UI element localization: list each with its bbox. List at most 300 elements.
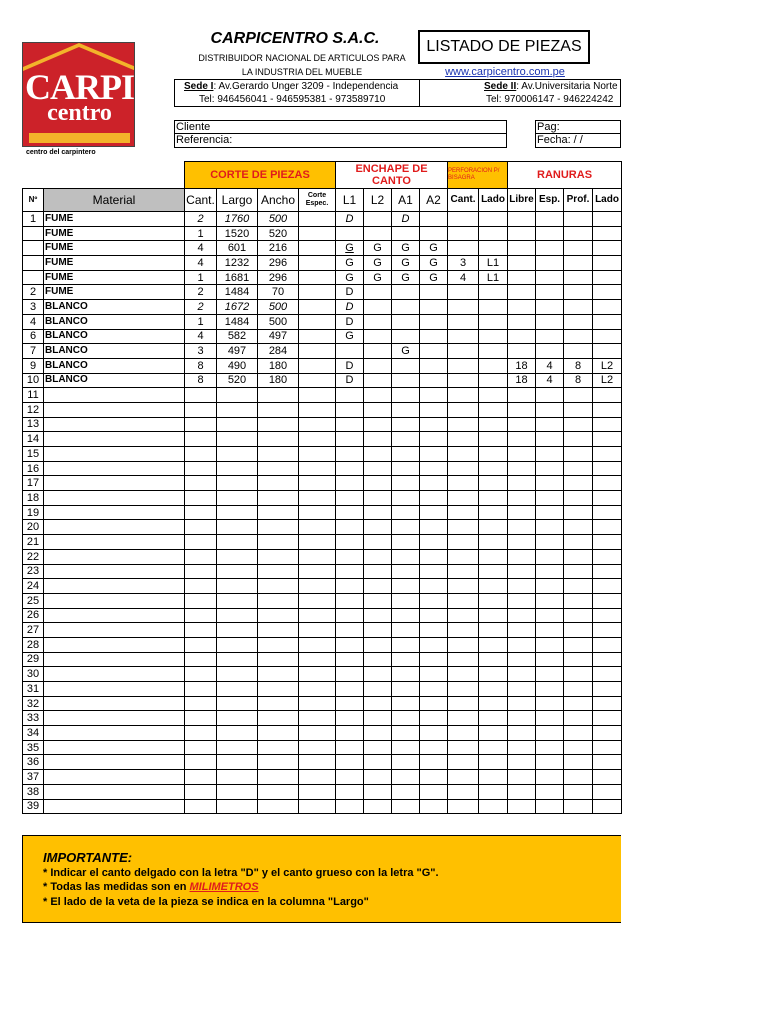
l2-cell[interactable] xyxy=(364,564,392,579)
ran-lado-cell[interactable] xyxy=(593,755,622,770)
esp-cell[interactable] xyxy=(536,652,564,667)
corte-espec-cell[interactable] xyxy=(299,373,336,388)
corte-espec-cell[interactable] xyxy=(299,696,336,711)
material-cell[interactable] xyxy=(44,388,185,403)
libre-cell[interactable] xyxy=(508,476,536,491)
perf-lado-cell[interactable] xyxy=(479,535,508,550)
esp-cell[interactable] xyxy=(536,300,564,315)
perf-cant-cell[interactable] xyxy=(448,417,479,432)
perf-lado-cell[interactable] xyxy=(479,726,508,741)
esp-cell[interactable] xyxy=(536,314,564,329)
l1-cell[interactable] xyxy=(336,799,364,814)
a1-cell[interactable] xyxy=(392,755,420,770)
perf-cant-cell[interactable] xyxy=(448,491,479,506)
prof-cell[interactable] xyxy=(564,711,593,726)
prof-cell[interactable] xyxy=(564,520,593,535)
largo-cell[interactable]: 582 xyxy=(217,329,258,344)
row-number[interactable]: 23 xyxy=(23,564,44,579)
perf-lado-cell[interactable] xyxy=(479,432,508,447)
cant-cell[interactable]: 1 xyxy=(185,314,217,329)
a2-cell[interactable] xyxy=(420,711,448,726)
a2-cell[interactable] xyxy=(420,549,448,564)
largo-cell[interactable]: 1484 xyxy=(217,285,258,300)
largo-cell[interactable] xyxy=(217,520,258,535)
perf-cant-cell[interactable] xyxy=(448,520,479,535)
libre-cell[interactable] xyxy=(508,520,536,535)
corte-espec-cell[interactable] xyxy=(299,417,336,432)
perf-cant-cell[interactable] xyxy=(448,344,479,359)
largo-cell[interactable] xyxy=(217,491,258,506)
l1-cell[interactable] xyxy=(336,564,364,579)
ran-lado-cell[interactable] xyxy=(593,535,622,550)
cant-cell[interactable] xyxy=(185,447,217,462)
l2-cell[interactable] xyxy=(364,770,392,785)
ran-lado-cell[interactable] xyxy=(593,285,622,300)
perf-lado-cell[interactable]: L1 xyxy=(479,270,508,285)
material-cell[interactable] xyxy=(44,682,185,697)
l1-cell[interactable] xyxy=(336,549,364,564)
ran-lado-cell[interactable] xyxy=(593,726,622,741)
libre-cell[interactable] xyxy=(508,740,536,755)
ancho-cell[interactable]: 500 xyxy=(258,314,299,329)
esp-cell[interactable] xyxy=(536,212,564,227)
fecha-field[interactable]: Fecha: / / xyxy=(535,134,621,148)
perf-cant-cell[interactable] xyxy=(448,314,479,329)
cant-cell[interactable] xyxy=(185,711,217,726)
largo-cell[interactable] xyxy=(217,447,258,462)
largo-cell[interactable]: 520 xyxy=(217,373,258,388)
material-cell[interactable]: FUME xyxy=(44,285,185,300)
cant-cell[interactable] xyxy=(185,388,217,403)
libre-cell[interactable] xyxy=(508,505,536,520)
perf-cant-cell[interactable] xyxy=(448,755,479,770)
libre-cell[interactable]: 18 xyxy=(508,373,536,388)
esp-cell[interactable] xyxy=(536,564,564,579)
row-number[interactable]: 33 xyxy=(23,711,44,726)
prof-cell[interactable] xyxy=(564,476,593,491)
cant-cell[interactable] xyxy=(185,784,217,799)
cliente-field[interactable]: Cliente xyxy=(174,120,507,134)
l2-cell[interactable] xyxy=(364,799,392,814)
cant-cell[interactable] xyxy=(185,726,217,741)
a2-cell[interactable] xyxy=(420,402,448,417)
prof-cell[interactable] xyxy=(564,770,593,785)
l1-cell[interactable]: D xyxy=(336,300,364,315)
a1-cell[interactable] xyxy=(392,784,420,799)
l1-cell[interactable] xyxy=(336,637,364,652)
material-cell[interactable]: FUME xyxy=(44,212,185,227)
row-number[interactable]: 6 xyxy=(23,329,44,344)
esp-cell[interactable] xyxy=(536,711,564,726)
prof-cell[interactable] xyxy=(564,784,593,799)
material-cell[interactable] xyxy=(44,402,185,417)
cant-cell[interactable]: 2 xyxy=(185,212,217,227)
row-number[interactable]: 37 xyxy=(23,770,44,785)
corte-espec-cell[interactable] xyxy=(299,579,336,594)
ran-lado-cell[interactable] xyxy=(593,770,622,785)
a2-cell[interactable] xyxy=(420,652,448,667)
ran-lado-cell[interactable] xyxy=(593,520,622,535)
a1-cell[interactable] xyxy=(392,608,420,623)
ran-lado-cell[interactable]: L2 xyxy=(593,358,622,373)
esp-cell[interactable] xyxy=(536,447,564,462)
ancho-cell[interactable] xyxy=(258,520,299,535)
corte-espec-cell[interactable] xyxy=(299,491,336,506)
prof-cell[interactable] xyxy=(564,608,593,623)
libre-cell[interactable] xyxy=(508,623,536,638)
row-number[interactable] xyxy=(23,241,44,256)
ancho-cell[interactable] xyxy=(258,755,299,770)
ancho-cell[interactable] xyxy=(258,652,299,667)
row-number[interactable]: 29 xyxy=(23,652,44,667)
cant-cell[interactable] xyxy=(185,476,217,491)
a2-cell[interactable] xyxy=(420,461,448,476)
corte-espec-cell[interactable] xyxy=(299,329,336,344)
perf-lado-cell[interactable] xyxy=(479,564,508,579)
corte-espec-cell[interactable] xyxy=(299,314,336,329)
largo-cell[interactable] xyxy=(217,784,258,799)
row-number[interactable]: 27 xyxy=(23,623,44,638)
perf-lado-cell[interactable] xyxy=(479,623,508,638)
l2-cell[interactable] xyxy=(364,696,392,711)
corte-espec-cell[interactable] xyxy=(299,784,336,799)
perf-lado-cell[interactable] xyxy=(479,682,508,697)
l1-cell[interactable] xyxy=(336,784,364,799)
largo-cell[interactable] xyxy=(217,740,258,755)
esp-cell[interactable] xyxy=(536,402,564,417)
material-cell[interactable]: BLANCO xyxy=(44,329,185,344)
l1-cell[interactable]: G xyxy=(336,270,364,285)
largo-cell[interactable] xyxy=(217,726,258,741)
row-number[interactable]: 18 xyxy=(23,491,44,506)
ran-lado-cell[interactable] xyxy=(593,212,622,227)
material-cell[interactable] xyxy=(44,799,185,814)
a2-cell[interactable] xyxy=(420,373,448,388)
a1-cell[interactable] xyxy=(392,417,420,432)
l1-cell[interactable]: D xyxy=(336,212,364,227)
perf-cant-cell[interactable] xyxy=(448,212,479,227)
perf-lado-cell[interactable] xyxy=(479,784,508,799)
libre-cell[interactable] xyxy=(508,344,536,359)
a2-cell[interactable] xyxy=(420,285,448,300)
perf-lado-cell[interactable] xyxy=(479,520,508,535)
esp-cell[interactable] xyxy=(536,696,564,711)
perf-cant-cell[interactable] xyxy=(448,535,479,550)
libre-cell[interactable] xyxy=(508,226,536,241)
largo-cell[interactable]: 1520 xyxy=(217,226,258,241)
libre-cell[interactable] xyxy=(508,212,536,227)
libre-cell[interactable] xyxy=(508,461,536,476)
perf-lado-cell[interactable] xyxy=(479,417,508,432)
libre-cell[interactable] xyxy=(508,608,536,623)
libre-cell[interactable] xyxy=(508,285,536,300)
row-number[interactable] xyxy=(23,256,44,271)
prof-cell[interactable] xyxy=(564,755,593,770)
largo-cell[interactable] xyxy=(217,417,258,432)
l2-cell[interactable]: G xyxy=(364,256,392,271)
corte-espec-cell[interactable] xyxy=(299,564,336,579)
l2-cell[interactable] xyxy=(364,593,392,608)
perf-lado-cell[interactable] xyxy=(479,608,508,623)
l1-cell[interactable]: D xyxy=(336,314,364,329)
l1-cell[interactable] xyxy=(336,667,364,682)
esp-cell[interactable] xyxy=(536,476,564,491)
a1-cell[interactable] xyxy=(392,740,420,755)
largo-cell[interactable]: 1681 xyxy=(217,270,258,285)
material-cell[interactable] xyxy=(44,652,185,667)
material-cell[interactable]: FUME xyxy=(44,256,185,271)
ancho-cell[interactable]: 70 xyxy=(258,285,299,300)
a1-cell[interactable] xyxy=(392,535,420,550)
l2-cell[interactable] xyxy=(364,682,392,697)
l2-cell[interactable] xyxy=(364,652,392,667)
esp-cell[interactable] xyxy=(536,417,564,432)
esp-cell[interactable] xyxy=(536,608,564,623)
material-cell[interactable]: FUME xyxy=(44,241,185,256)
perf-lado-cell[interactable] xyxy=(479,637,508,652)
a1-cell[interactable]: D xyxy=(392,212,420,227)
cant-cell[interactable] xyxy=(185,608,217,623)
l1-cell[interactable] xyxy=(336,726,364,741)
largo-cell[interactable] xyxy=(217,667,258,682)
ran-lado-cell[interactable] xyxy=(593,300,622,315)
row-number[interactable]: 16 xyxy=(23,461,44,476)
row-number[interactable]: 3 xyxy=(23,300,44,315)
ancho-cell[interactable] xyxy=(258,711,299,726)
a1-cell[interactable] xyxy=(392,652,420,667)
perf-lado-cell[interactable] xyxy=(479,300,508,315)
corte-espec-cell[interactable] xyxy=(299,241,336,256)
material-cell[interactable] xyxy=(44,579,185,594)
l2-cell[interactable] xyxy=(364,549,392,564)
ran-lado-cell[interactable] xyxy=(593,476,622,491)
perf-lado-cell[interactable] xyxy=(479,285,508,300)
cant-cell[interactable] xyxy=(185,520,217,535)
corte-espec-cell[interactable] xyxy=(299,285,336,300)
a1-cell[interactable] xyxy=(392,564,420,579)
material-cell[interactable] xyxy=(44,447,185,462)
row-number[interactable]: 15 xyxy=(23,447,44,462)
l1-cell[interactable] xyxy=(336,608,364,623)
l1-cell[interactable] xyxy=(336,491,364,506)
perf-cant-cell[interactable] xyxy=(448,637,479,652)
perf-cant-cell[interactable] xyxy=(448,579,479,594)
a2-cell[interactable] xyxy=(420,623,448,638)
row-number[interactable]: 39 xyxy=(23,799,44,814)
l1-cell[interactable] xyxy=(336,740,364,755)
prof-cell[interactable] xyxy=(564,388,593,403)
esp-cell[interactable] xyxy=(536,226,564,241)
perf-cant-cell[interactable] xyxy=(448,740,479,755)
largo-cell[interactable] xyxy=(217,579,258,594)
libre-cell[interactable] xyxy=(508,432,536,447)
libre-cell[interactable] xyxy=(508,564,536,579)
corte-espec-cell[interactable] xyxy=(299,755,336,770)
esp-cell[interactable] xyxy=(536,505,564,520)
cant-cell[interactable] xyxy=(185,417,217,432)
perf-lado-cell[interactable] xyxy=(479,770,508,785)
prof-cell[interactable] xyxy=(564,564,593,579)
cant-cell[interactable] xyxy=(185,535,217,550)
corte-espec-cell[interactable] xyxy=(299,505,336,520)
esp-cell[interactable] xyxy=(536,799,564,814)
l1-cell[interactable] xyxy=(336,447,364,462)
ancho-cell[interactable]: 216 xyxy=(258,241,299,256)
perf-lado-cell[interactable] xyxy=(479,505,508,520)
ancho-cell[interactable] xyxy=(258,593,299,608)
prof-cell[interactable] xyxy=(564,799,593,814)
libre-cell[interactable] xyxy=(508,579,536,594)
corte-espec-cell[interactable] xyxy=(299,623,336,638)
ran-lado-cell[interactable] xyxy=(593,329,622,344)
cant-cell[interactable]: 3 xyxy=(185,344,217,359)
esp-cell[interactable] xyxy=(536,579,564,594)
a2-cell[interactable] xyxy=(420,226,448,241)
l2-cell[interactable] xyxy=(364,447,392,462)
ancho-cell[interactable] xyxy=(258,564,299,579)
perf-cant-cell[interactable] xyxy=(448,696,479,711)
perf-lado-cell[interactable] xyxy=(479,476,508,491)
ran-lado-cell[interactable] xyxy=(593,740,622,755)
esp-cell[interactable] xyxy=(536,329,564,344)
row-number[interactable] xyxy=(23,226,44,241)
row-number[interactable]: 36 xyxy=(23,755,44,770)
l1-cell[interactable] xyxy=(336,417,364,432)
row-number[interactable]: 24 xyxy=(23,579,44,594)
a2-cell[interactable] xyxy=(420,726,448,741)
a1-cell[interactable] xyxy=(392,432,420,447)
perf-lado-cell[interactable] xyxy=(479,344,508,359)
material-cell[interactable] xyxy=(44,461,185,476)
l1-cell[interactable] xyxy=(336,623,364,638)
a2-cell[interactable] xyxy=(420,593,448,608)
a2-cell[interactable] xyxy=(420,564,448,579)
material-cell[interactable] xyxy=(44,770,185,785)
ran-lado-cell[interactable] xyxy=(593,784,622,799)
prof-cell[interactable] xyxy=(564,667,593,682)
ran-lado-cell[interactable] xyxy=(593,270,622,285)
ran-lado-cell[interactable] xyxy=(593,388,622,403)
corte-espec-cell[interactable] xyxy=(299,256,336,271)
perf-lado-cell[interactable] xyxy=(479,799,508,814)
l1-cell[interactable] xyxy=(336,770,364,785)
perf-cant-cell[interactable] xyxy=(448,329,479,344)
row-number[interactable]: 21 xyxy=(23,535,44,550)
ancho-cell[interactable]: 284 xyxy=(258,344,299,359)
largo-cell[interactable] xyxy=(217,388,258,403)
perf-cant-cell[interactable] xyxy=(448,652,479,667)
libre-cell[interactable] xyxy=(508,784,536,799)
cant-cell[interactable] xyxy=(185,667,217,682)
material-cell[interactable]: FUME xyxy=(44,270,185,285)
ancho-cell[interactable]: 180 xyxy=(258,358,299,373)
ran-lado-cell[interactable] xyxy=(593,593,622,608)
cant-cell[interactable]: 2 xyxy=(185,285,217,300)
largo-cell[interactable] xyxy=(217,696,258,711)
perf-cant-cell[interactable] xyxy=(448,667,479,682)
a1-cell[interactable]: G xyxy=(392,344,420,359)
perf-lado-cell[interactable] xyxy=(479,212,508,227)
a1-cell[interactable] xyxy=(392,579,420,594)
prof-cell[interactable] xyxy=(564,212,593,227)
l2-cell[interactable] xyxy=(364,637,392,652)
a1-cell[interactable] xyxy=(392,402,420,417)
material-cell[interactable] xyxy=(44,564,185,579)
l2-cell[interactable] xyxy=(364,476,392,491)
l2-cell[interactable] xyxy=(364,402,392,417)
l2-cell[interactable] xyxy=(364,520,392,535)
ran-lado-cell[interactable] xyxy=(593,579,622,594)
material-cell[interactable] xyxy=(44,417,185,432)
l2-cell[interactable] xyxy=(364,373,392,388)
perf-cant-cell[interactable] xyxy=(448,226,479,241)
largo-cell[interactable] xyxy=(217,564,258,579)
material-cell[interactable] xyxy=(44,711,185,726)
largo-cell[interactable]: 601 xyxy=(217,241,258,256)
libre-cell[interactable]: 18 xyxy=(508,358,536,373)
prof-cell[interactable] xyxy=(564,637,593,652)
esp-cell[interactable] xyxy=(536,491,564,506)
prof-cell[interactable] xyxy=(564,682,593,697)
l1-cell[interactable] xyxy=(336,711,364,726)
l2-cell[interactable] xyxy=(364,755,392,770)
pag-field[interactable]: Pag: xyxy=(535,120,621,134)
row-number[interactable]: 38 xyxy=(23,784,44,799)
material-cell[interactable] xyxy=(44,696,185,711)
cant-cell[interactable]: 4 xyxy=(185,329,217,344)
l2-cell[interactable] xyxy=(364,358,392,373)
ancho-cell[interactable] xyxy=(258,549,299,564)
a1-cell[interactable] xyxy=(392,300,420,315)
esp-cell[interactable] xyxy=(536,755,564,770)
perf-lado-cell[interactable] xyxy=(479,358,508,373)
ancho-cell[interactable] xyxy=(258,623,299,638)
largo-cell[interactable] xyxy=(217,476,258,491)
a1-cell[interactable] xyxy=(392,285,420,300)
l2-cell[interactable] xyxy=(364,212,392,227)
ran-lado-cell[interactable] xyxy=(593,696,622,711)
ran-lado-cell[interactable] xyxy=(593,447,622,462)
row-number[interactable]: 32 xyxy=(23,696,44,711)
ran-lado-cell[interactable] xyxy=(593,417,622,432)
largo-cell[interactable] xyxy=(217,402,258,417)
perf-cant-cell[interactable] xyxy=(448,505,479,520)
l2-cell[interactable] xyxy=(364,344,392,359)
l1-cell[interactable]: G xyxy=(336,329,364,344)
l2-cell[interactable] xyxy=(364,329,392,344)
l2-cell[interactable]: G xyxy=(364,270,392,285)
cant-cell[interactable] xyxy=(185,770,217,785)
l1-cell[interactable] xyxy=(336,520,364,535)
perf-lado-cell[interactable]: L1 xyxy=(479,256,508,271)
esp-cell[interactable] xyxy=(536,461,564,476)
prof-cell[interactable] xyxy=(564,256,593,271)
esp-cell[interactable] xyxy=(536,593,564,608)
esp-cell[interactable]: 4 xyxy=(536,373,564,388)
row-number[interactable]: 22 xyxy=(23,549,44,564)
row-number[interactable]: 14 xyxy=(23,432,44,447)
l2-cell[interactable] xyxy=(364,535,392,550)
l1-cell[interactable] xyxy=(336,579,364,594)
cant-cell[interactable] xyxy=(185,755,217,770)
perf-lado-cell[interactable] xyxy=(479,652,508,667)
corte-espec-cell[interactable] xyxy=(299,652,336,667)
perf-cant-cell[interactable] xyxy=(448,447,479,462)
esp-cell[interactable] xyxy=(536,388,564,403)
ancho-cell[interactable] xyxy=(258,667,299,682)
cant-cell[interactable] xyxy=(185,579,217,594)
a2-cell[interactable]: G xyxy=(420,256,448,271)
